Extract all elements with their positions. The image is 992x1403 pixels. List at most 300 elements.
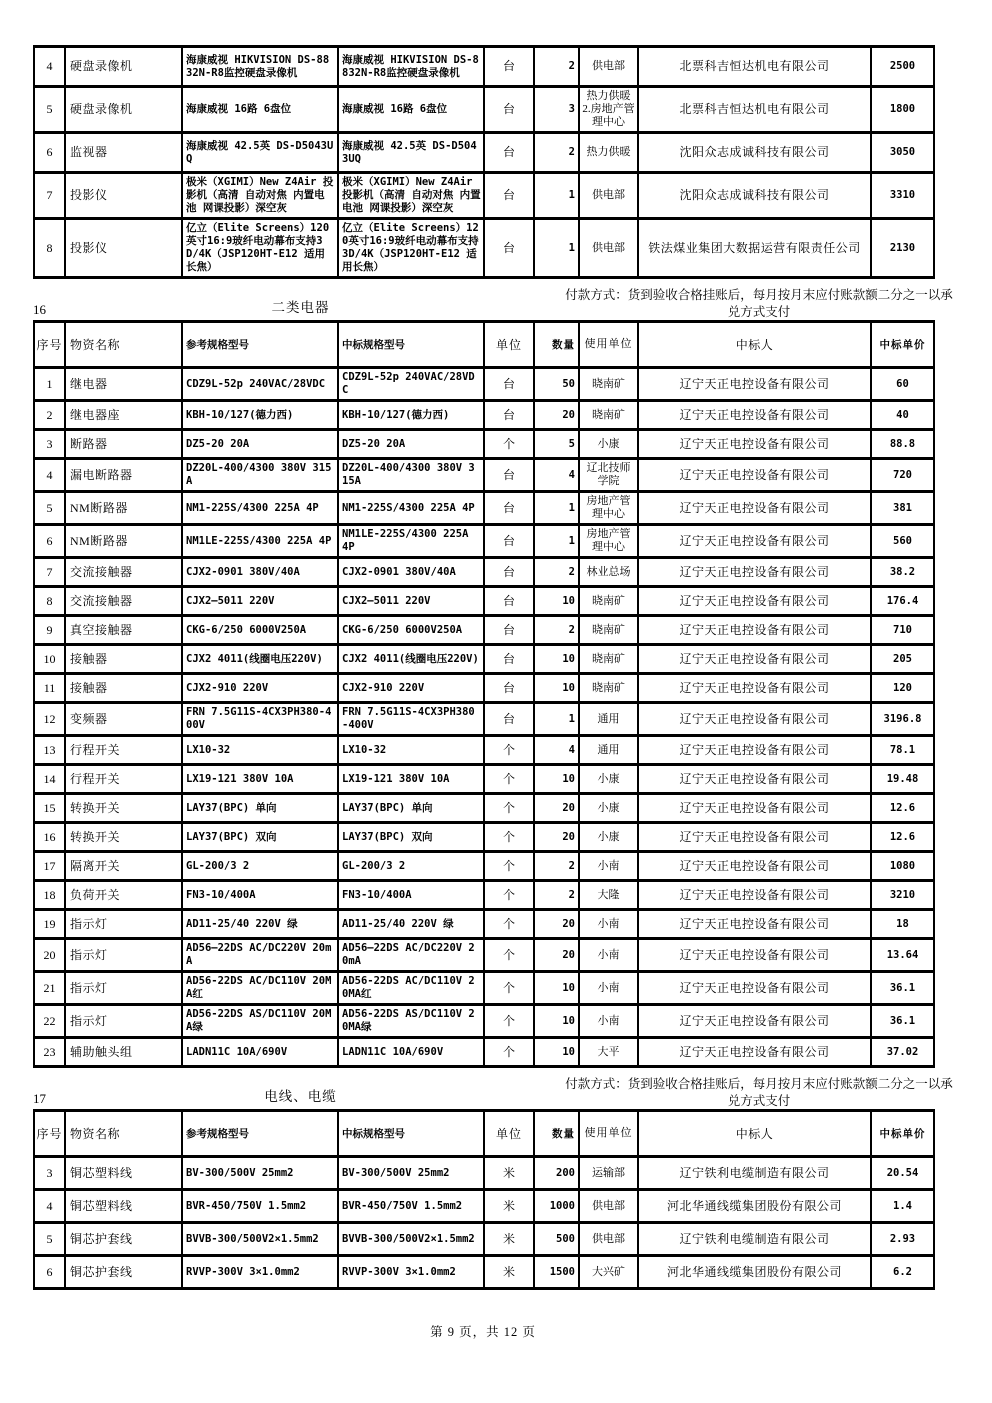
cell-price: 38.2 (871, 558, 934, 587)
cell-unit: 台 (484, 674, 534, 703)
cell-ref-spec: AD56-22DS AC/DC110V 20MA红 (182, 972, 338, 1005)
cell-price: 12.6 (871, 794, 934, 823)
column-header-win-spec: 中标规格型号 (338, 322, 484, 368)
cell-name: 交流接触器 (65, 587, 182, 616)
cell-ref-spec: AD11-25/40 220V 绿 (182, 910, 338, 939)
cell-unit: 台 (484, 616, 534, 645)
cell-no: 3 (34, 430, 65, 459)
section-number: 16 (33, 302, 46, 317)
table-row (34, 1157, 934, 1190)
cell-unit: 台 (484, 173, 534, 219)
cell-unit: 个 (484, 881, 534, 910)
cell-qty: 5 (534, 430, 579, 459)
cell-winner: 辽宁天正电控设备有限公司 (638, 852, 871, 881)
cell-winner: 辽宁天正电控设备有限公司 (638, 558, 871, 587)
cell-ref-spec: AD56—22DS AC/DC220V 20mA (182, 939, 338, 972)
table-row (34, 939, 934, 972)
table-row (34, 1223, 934, 1256)
cell-ref-spec: 海康威视 42.5英 DS-D5043UQ (182, 133, 338, 173)
cell-qty: 2 (534, 47, 579, 87)
table-row (34, 525, 934, 558)
column-header-no: 序号 (34, 1111, 65, 1157)
cell-ref-spec: LX19-121 380V 10A (182, 765, 338, 794)
column-header-unit: 单位 (484, 322, 534, 368)
cell-qty: 20 (534, 823, 579, 852)
cell-winner: 辽宁天正电控设备有限公司 (638, 368, 871, 401)
cell-ref-spec: LAY37(BPC) 单向 (182, 794, 338, 823)
cell-no: 4 (34, 459, 65, 492)
cell-user-unit: 大隆 (579, 881, 638, 910)
cell-winner: 辽宁天正电控设备有限公司 (638, 1038, 871, 1067)
cell-unit: 台 (484, 219, 534, 278)
cell-unit: 米 (484, 1157, 534, 1190)
cell-unit: 个 (484, 1005, 534, 1038)
table-row (34, 794, 934, 823)
cell-user-unit: 晓南矿 (579, 587, 638, 616)
table-class2-electric (33, 320, 935, 1068)
cell-name: NM断路器 (65, 525, 182, 558)
cell-price: 205 (871, 645, 934, 674)
cell-price: 3196.8 (871, 703, 934, 736)
cell-no: 9 (34, 616, 65, 645)
cell-qty: 10 (534, 1005, 579, 1038)
table-row (34, 492, 934, 525)
cell-name: 监视器 (65, 133, 182, 173)
cell-no: 19 (34, 910, 65, 939)
cell-ref-spec: GL-200/3 2 (182, 852, 338, 881)
cell-name: 接触器 (65, 674, 182, 703)
cell-win-spec: CJX2-910 220V (338, 674, 484, 703)
cell-win-spec: CDZ9L-52p 240VAC/28VDC (338, 368, 484, 401)
cell-win-spec: FRN 7.5G11S-4CX3PH380-400V (338, 703, 484, 736)
cell-win-spec: 极米（XGIMI）New Z4Air 投影机（高清 自动对焦 内置电池 网课投影）深空灰 (338, 173, 484, 219)
cell-name: 指示灯 (65, 939, 182, 972)
cell-qty: 50 (534, 368, 579, 401)
cell-winner: 辽宁铁利电缆制造有限公司 (638, 1223, 871, 1256)
cell-qty: 2 (534, 852, 579, 881)
cell-winner: 辽宁天正电控设备有限公司 (638, 939, 871, 972)
cell-ref-spec: LX10-32 (182, 736, 338, 765)
table-row (34, 1256, 934, 1289)
cell-unit: 个 (484, 794, 534, 823)
cell-winner: 辽宁天正电控设备有限公司 (638, 910, 871, 939)
cell-winner: 河北华通线缆集团股份有限公司 (638, 1190, 871, 1223)
cell-qty: 2 (534, 133, 579, 173)
cell-win-spec: DZ5-20 20A (338, 430, 484, 459)
cell-no: 7 (34, 173, 65, 219)
header-row (34, 322, 934, 368)
cell-no: 16 (34, 823, 65, 852)
cell-no: 6 (34, 133, 65, 173)
cell-ref-spec: FRN 7.5G11S-4CX3PH380-400V (182, 703, 338, 736)
cell-user-unit: 供电部 (579, 1190, 638, 1223)
cell-ref-spec: 亿立（Elite Screens）120英寸16:9玻纤电动幕布支持3D/4K（JSP120HT-E12 适用长焦） (182, 219, 338, 278)
cell-no: 8 (34, 219, 65, 278)
table-row (34, 1005, 934, 1038)
cell-winner: 辽宁天正电控设备有限公司 (638, 430, 871, 459)
cell-unit: 个 (484, 939, 534, 972)
cell-user-unit: 房地产管理中心 (579, 525, 638, 558)
cell-unit: 个 (484, 823, 534, 852)
cell-unit: 台 (484, 368, 534, 401)
cell-winner: 辽宁天正电控设备有限公司 (638, 492, 871, 525)
cell-user-unit: 小康 (579, 794, 638, 823)
cell-no: 21 (34, 972, 65, 1005)
cell-winner: 辽宁天正电控设备有限公司 (638, 703, 871, 736)
cell-unit: 个 (484, 736, 534, 765)
column-header-winner: 中标人 (638, 322, 871, 368)
cell-no: 18 (34, 881, 65, 910)
cell-qty: 4 (534, 459, 579, 492)
cell-unit: 台 (484, 401, 534, 430)
column-header-win-spec: 中标规格型号 (338, 1111, 484, 1157)
cell-unit: 台 (484, 87, 534, 133)
cell-name: 负荷开关 (65, 881, 182, 910)
cell-name: 指示灯 (65, 972, 182, 1005)
column-header-user-unit: 使用单位 (579, 1111, 638, 1157)
cell-no: 3 (34, 1157, 65, 1190)
cell-ref-spec: 海康威视 16路 6盘位 (182, 87, 338, 133)
cell-qty: 4 (534, 736, 579, 765)
cell-price: 2.93 (871, 1223, 934, 1256)
cell-win-spec: BVVB-300/500V2×1.5mm2 (338, 1223, 484, 1256)
cell-name: 漏电断路器 (65, 459, 182, 492)
cell-price: 1800 (871, 87, 934, 133)
cell-no: 2 (34, 401, 65, 430)
table-row (34, 703, 934, 736)
cell-winner: 辽宁天正电控设备有限公司 (638, 823, 871, 852)
cell-name: 转换开关 (65, 823, 182, 852)
header-row (34, 1111, 934, 1157)
cell-name: 指示灯 (65, 1005, 182, 1038)
table-row (34, 852, 934, 881)
cell-no: 22 (34, 1005, 65, 1038)
cell-no: 12 (34, 703, 65, 736)
cell-user-unit: 通用 (579, 736, 638, 765)
cell-name: 指示灯 (65, 910, 182, 939)
cell-ref-spec: AD56-22DS AS/DC110V 20MA绿 (182, 1005, 338, 1038)
cell-win-spec: 海康威视 16路 6盘位 (338, 87, 484, 133)
cell-name: 行程开关 (65, 736, 182, 765)
table-row (34, 765, 934, 794)
cell-win-spec: 海康威视 HIKVISION DS-8832N-R8监控硬盘录像机 (338, 47, 484, 87)
cell-winner: 辽宁天正电控设备有限公司 (638, 881, 871, 910)
table-row (34, 430, 934, 459)
cell-no: 4 (34, 1190, 65, 1223)
cell-name: 变频器 (65, 703, 182, 736)
cell-unit: 个 (484, 910, 534, 939)
cell-winner: 铁法煤业集团大数据运营有限责任公司 (638, 219, 871, 278)
column-header-qty: 数量 (534, 1111, 579, 1157)
cell-winner: 沈阳众志成诚科技有限公司 (638, 133, 871, 173)
cell-win-spec: 亿立（Elite Screens）120英寸16:9玻纤电动幕布支持3D/4K（JSP120HT-E12 适用长焦） (338, 219, 484, 278)
section-number: 17 (33, 1091, 46, 1106)
cell-name: 转换开关 (65, 794, 182, 823)
section-head-17 (33, 1076, 958, 1109)
cell-ref-spec: LAY37(BPC) 双向 (182, 823, 338, 852)
cell-winner: 沈阳众志成诚科技有限公司 (638, 173, 871, 219)
cell-qty: 10 (534, 765, 579, 794)
cell-user-unit: 小南 (579, 1005, 638, 1038)
cell-win-spec: AD11-25/40 220V 绿 (338, 910, 484, 939)
cell-qty: 10 (534, 1038, 579, 1067)
table-row (34, 587, 934, 616)
cell-win-spec: DZ20L-400/4300 380V 315A (338, 459, 484, 492)
cell-user-unit: 林业总场 (579, 558, 638, 587)
page-number: 第 9 页，共 12 页 (430, 1325, 536, 1339)
cell-user-unit: 小康 (579, 430, 638, 459)
cell-win-spec: FN3-10/400A (338, 881, 484, 910)
cell-qty: 200 (534, 1157, 579, 1190)
cell-user-unit: 热力供暖 (579, 133, 638, 173)
cell-win-spec: RVVP-300V 3×1.0mm2 (338, 1256, 484, 1289)
cell-price: 12.6 (871, 823, 934, 852)
cell-unit: 台 (484, 703, 534, 736)
cell-unit: 米 (484, 1223, 534, 1256)
cell-ref-spec: RVVP-300V 3×1.0mm2 (182, 1256, 338, 1289)
cell-price: 13.64 (871, 939, 934, 972)
table-row (34, 972, 934, 1005)
cell-unit: 个 (484, 765, 534, 794)
table-row (34, 823, 934, 852)
cell-price: 560 (871, 525, 934, 558)
cell-name: 接触器 (65, 645, 182, 674)
cell-win-spec: CJX2—5011 220V (338, 587, 484, 616)
cell-qty: 1 (534, 492, 579, 525)
column-header-no: 序号 (34, 322, 65, 368)
cell-ref-spec: DZ20L-400/4300 380V 315A (182, 459, 338, 492)
cell-qty: 1 (534, 703, 579, 736)
cell-user-unit: 大平 (579, 1038, 638, 1067)
cell-unit: 台 (484, 587, 534, 616)
cell-name: 辅助触头组 (65, 1038, 182, 1067)
cell-win-spec: KBH-10/127(德力西) (338, 401, 484, 430)
cell-winner: 辽宁天正电控设备有限公司 (638, 525, 871, 558)
cell-name: NM断路器 (65, 492, 182, 525)
table-row (34, 645, 934, 674)
table-row (34, 368, 934, 401)
cell-qty: 20 (534, 401, 579, 430)
cell-winner: 辽宁天正电控设备有限公司 (638, 616, 871, 645)
cell-qty: 10 (534, 587, 579, 616)
cell-user-unit: 供电部 (579, 219, 638, 278)
cell-user-unit: 晓南矿 (579, 616, 638, 645)
column-header-user-unit: 使用单位 (579, 322, 638, 368)
cell-no: 14 (34, 765, 65, 794)
cell-winner: 辽宁天正电控设备有限公司 (638, 459, 871, 492)
cell-ref-spec: CKG-6/250 6000V250A (182, 616, 338, 645)
cell-no: 5 (34, 1223, 65, 1256)
cell-no: 7 (34, 558, 65, 587)
section-title: 电线、电缆 (264, 1089, 337, 1104)
cell-winner: 辽宁天正电控设备有限公司 (638, 587, 871, 616)
cell-qty: 1 (534, 173, 579, 219)
cell-qty: 10 (534, 674, 579, 703)
cell-user-unit: 供电部 (579, 47, 638, 87)
cell-name: 投影仪 (65, 173, 182, 219)
cell-name: 铜芯塑料线 (65, 1190, 182, 1223)
cell-win-spec: NM1LE-225S/4300 225A 4P (338, 525, 484, 558)
column-header-name: 物资名称 (65, 322, 182, 368)
cell-qty: 1 (534, 525, 579, 558)
cell-winner: 辽宁天正电控设备有限公司 (638, 736, 871, 765)
cell-no: 23 (34, 1038, 65, 1067)
cell-price: 720 (871, 459, 934, 492)
cell-name: 投影仪 (65, 219, 182, 278)
section-title: 二类电器 (271, 300, 330, 315)
table-row (34, 133, 934, 173)
cell-winner: 辽宁天正电控设备有限公司 (638, 765, 871, 794)
table-row (34, 616, 934, 645)
table-row (34, 219, 934, 278)
cell-ref-spec: CJX2-0901 380V/40A (182, 558, 338, 587)
cell-user-unit: 小南 (579, 910, 638, 939)
cell-user-unit: 晓南矿 (579, 674, 638, 703)
cell-price: 176.4 (871, 587, 934, 616)
cell-unit: 米 (484, 1190, 534, 1223)
table-row (34, 173, 934, 219)
cell-name: 隔离开关 (65, 852, 182, 881)
payment-terms: 付款方式：货到验收合格挂账后，每月按月末应付账款额二分之一以承兑方式支付 (565, 1077, 953, 1108)
cell-win-spec: BVR-450/750V 1.5mm2 (338, 1190, 484, 1223)
cell-user-unit: 通用 (579, 703, 638, 736)
cell-ref-spec: CJX2-910 220V (182, 674, 338, 703)
cell-qty: 20 (534, 794, 579, 823)
cell-user-unit: 小南 (579, 939, 638, 972)
cell-ref-spec: BVVB-300/500V2×1.5mm2 (182, 1223, 338, 1256)
cell-no: 15 (34, 794, 65, 823)
column-header-unit: 单位 (484, 1111, 534, 1157)
cell-price: 2130 (871, 219, 934, 278)
cell-qty: 1500 (534, 1256, 579, 1289)
cell-win-spec: BV-300/500V 25mm2 (338, 1157, 484, 1190)
table-row (34, 881, 934, 910)
cell-qty: 2 (534, 881, 579, 910)
cell-user-unit: 晓南矿 (579, 401, 638, 430)
cell-qty: 20 (534, 910, 579, 939)
cell-win-spec: LX19-121 380V 10A (338, 765, 484, 794)
cell-winner: 北票科吉恒达机电有限公司 (638, 87, 871, 133)
table-row (34, 910, 934, 939)
cell-qty: 20 (534, 939, 579, 972)
table-row (34, 47, 934, 87)
cell-name: 真空接触器 (65, 616, 182, 645)
cell-qty: 500 (534, 1223, 579, 1256)
table-row (34, 674, 934, 703)
cell-unit: 个 (484, 1038, 534, 1067)
cell-winner: 辽宁天正电控设备有限公司 (638, 674, 871, 703)
cell-unit: 个 (484, 852, 534, 881)
cell-qty: 1000 (534, 1190, 579, 1223)
cell-no: 6 (34, 525, 65, 558)
cell-price: 36.1 (871, 972, 934, 1005)
cell-qty: 1 (534, 219, 579, 278)
cell-name: 交流接触器 (65, 558, 182, 587)
cell-name: 继电器 (65, 368, 182, 401)
cell-winner: 辽宁天正电控设备有限公司 (638, 1005, 871, 1038)
column-header-winner: 中标人 (638, 1111, 871, 1157)
cell-winner: 辽宁天正电控设备有限公司 (638, 972, 871, 1005)
cell-ref-spec: BV-300/500V 25mm2 (182, 1157, 338, 1190)
cell-user-unit: 供电部 (579, 173, 638, 219)
cell-no: 17 (34, 852, 65, 881)
cell-win-spec: AD56-22DS AC/DC110V 20MA红 (338, 972, 484, 1005)
cell-win-spec: CKG-6/250 6000V250A (338, 616, 484, 645)
table-row (34, 736, 934, 765)
cell-no: 1 (34, 368, 65, 401)
cell-price: 36.1 (871, 1005, 934, 1038)
cell-no: 4 (34, 47, 65, 87)
cell-ref-spec: NM1LE-225S/4300 225A 4P (182, 525, 338, 558)
cell-winner: 河北华通线缆集团股份有限公司 (638, 1256, 871, 1289)
cell-ref-spec: 极米（XGIMI）New Z4Air 投影机（高清 自动对焦 内置电池 网课投影）深空灰 (182, 173, 338, 219)
cell-win-spec: CJX2-0901 380V/40A (338, 558, 484, 587)
cell-price: 381 (871, 492, 934, 525)
cell-user-unit: 辽北技师学院 (579, 459, 638, 492)
cell-price: 20.54 (871, 1157, 934, 1190)
table-row (34, 1038, 934, 1067)
cell-name: 铜芯护套线 (65, 1223, 182, 1256)
cell-price: 40 (871, 401, 934, 430)
column-header-qty: 数量 (534, 322, 579, 368)
cell-win-spec: 海康威视 42.5英 DS-D5043UQ (338, 133, 484, 173)
cell-win-spec: NM1-225S/4300 225A 4P (338, 492, 484, 525)
cell-price: 1080 (871, 852, 934, 881)
cell-unit: 个 (484, 430, 534, 459)
table-row (34, 1190, 934, 1223)
cell-user-unit: 晓南矿 (579, 645, 638, 674)
table-row (34, 401, 934, 430)
cell-unit: 米 (484, 1256, 534, 1289)
cell-winner: 辽宁天正电控设备有限公司 (638, 794, 871, 823)
cell-win-spec: LAY37(BPC) 双向 (338, 823, 484, 852)
cell-price: 19.48 (871, 765, 934, 794)
cell-price: 120 (871, 674, 934, 703)
cell-no: 8 (34, 587, 65, 616)
cell-winner: 北票科吉恒达机电有限公司 (638, 47, 871, 87)
cell-qty: 3 (534, 87, 579, 133)
cell-no: 5 (34, 87, 65, 133)
cell-ref-spec: 海康威视 HIKVISION DS-8832N-R8监控硬盘录像机 (182, 47, 338, 87)
cell-name: 硬盘录像机 (65, 87, 182, 133)
cell-unit: 台 (484, 558, 534, 587)
cell-no: 13 (34, 736, 65, 765)
cell-ref-spec: FN3-10/400A (182, 881, 338, 910)
table-row (34, 459, 934, 492)
cell-win-spec: LX10-32 (338, 736, 484, 765)
cell-name: 继电器座 (65, 401, 182, 430)
section-head-16 (33, 287, 958, 320)
cell-win-spec: AD56—22DS AC/DC220V 20mA (338, 939, 484, 972)
cell-unit: 台 (484, 459, 534, 492)
table-row (34, 558, 934, 587)
column-header-price: 中标单价 (871, 1111, 934, 1157)
cell-name: 行程开关 (65, 765, 182, 794)
column-header-price: 中标单价 (871, 322, 934, 368)
column-header-ref-spec: 参考规格型号 (182, 1111, 338, 1157)
cell-unit: 台 (484, 525, 534, 558)
cell-win-spec: LADN11C 10A/690V (338, 1038, 484, 1067)
cell-win-spec: LAY37(BPC) 单向 (338, 794, 484, 823)
column-header-name: 物资名称 (65, 1111, 182, 1157)
cell-unit: 台 (484, 47, 534, 87)
cell-price: 3050 (871, 133, 934, 173)
payment-terms: 付款方式：货到验收合格挂账后，每月按月末应付账款额二分之一以承兑方式支付 (565, 288, 953, 319)
table-row (34, 87, 934, 133)
cell-ref-spec: CDZ9L-52p 240VAC/28VDC (182, 368, 338, 401)
cell-ref-spec: LADN11C 10A/690V (182, 1038, 338, 1067)
cell-price: 3210 (871, 881, 934, 910)
